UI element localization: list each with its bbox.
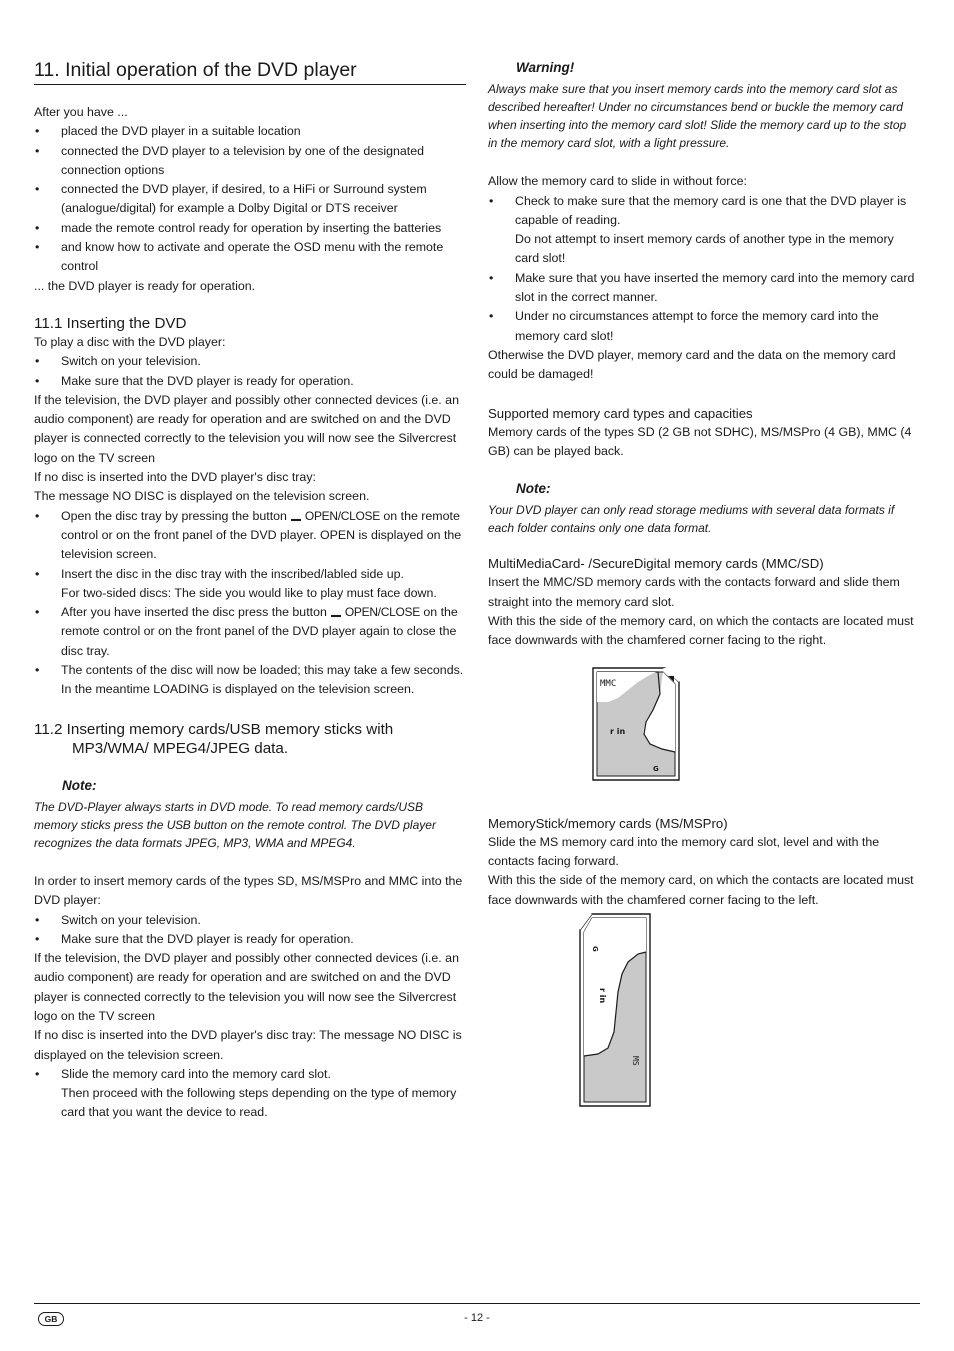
list-item: • The contents of the disc will now be loaded; this may take a few seconds. In the meantime LOADING is displayed on the television screen. bbox=[34, 661, 466, 700]
mmc-label: MMC bbox=[600, 678, 617, 689]
list-item: • Make sure that you have inserted the memory card into the memory card slot in the correct manner. bbox=[488, 269, 918, 308]
paragraph: Slide the MS memory card into the memory card slot, level and with the contacts facing forward. bbox=[488, 834, 880, 868]
list-item: • Check to make sure that the memory card is one that the DVD player is capable of reading. Do not attempt to insert memory cards of another type in the memory card slot! bbox=[488, 192, 918, 269]
eject-icon bbox=[331, 608, 341, 617]
mmc-card-figure bbox=[488, 654, 918, 814]
section-heading-inserting-dvd: 11.1 Inserting the DVD bbox=[34, 314, 187, 332]
paragraph: Allow the memory card to slide in without force: bbox=[488, 174, 747, 189]
right-column bbox=[488, 58, 918, 1112]
intro-list bbox=[34, 122, 466, 276]
insertion-list bbox=[488, 192, 918, 346]
no-disc-message: NO DISC bbox=[397, 1028, 450, 1043]
note-title: Note: bbox=[62, 777, 97, 793]
mmc-g-label: G bbox=[653, 764, 659, 773]
supported-cards-heading: Supported memory card types and capacities bbox=[488, 405, 753, 421]
language-badge: GB bbox=[38, 1312, 64, 1326]
intro-end: ... the DVD player is ready for operation. bbox=[34, 278, 256, 293]
list-item: • Open the disc tray by pressing the button OPEN/CLOSE on the remote control or on the front panel of the DVD player. OPEN is displayed on the television screen. bbox=[34, 507, 466, 565]
mmc-sd-heading: MultiMediaCard- /SecureDigital memory cards (MMC/SD) bbox=[488, 556, 824, 572]
paragraph: The message NO DISC is displayed on the television screen. bbox=[34, 489, 370, 504]
open-message: OPEN bbox=[319, 527, 356, 542]
warning-text: Always make sure that you insert memory cards into the memory card slot as described hereafter! Under no circumstances bend or buckle the memory card when inserting into the memory card slot! Slide the memory card up to the stop in the memory card slot, with a light pressure. bbox=[488, 82, 907, 151]
note-text: Your DVD player can only read storage mediums with several data formats if each folder contains only one data format. bbox=[488, 503, 895, 536]
card-prep-list bbox=[34, 911, 466, 950]
paragraph: Memory cards of the types SD (2 GB not SDHC), MS/MSPro (4 GB), MMC (4 GB) can be played back. bbox=[488, 424, 912, 458]
paragraph: Otherwise the DVD player, memory card and the data on the memory card could be damaged! bbox=[488, 347, 896, 382]
note-title: Note: bbox=[516, 481, 551, 497]
card-steps-list bbox=[34, 1065, 466, 1123]
list-item: • Slide the memory card into the memory card slot. Then proceed with the following steps depending on the type of memory card that you want the device to read. bbox=[34, 1065, 466, 1123]
list-item: • Switch on your television. bbox=[34, 352, 466, 371]
open-close-key: OPEN/CLOSE bbox=[304, 508, 380, 523]
paragraph: If the television, the DVD player and possibly other connected devices (i.e. an audio component) are ready for operation and are switched on and the DVD player is connected correctly to the television you will now see the Silvercrest logo on the TV screen bbox=[34, 392, 459, 465]
list-item: • and know how to activate and operate the OSD menu with the remote control bbox=[34, 238, 466, 277]
dvd-prep-list bbox=[34, 352, 466, 391]
list-item: • Make sure that the DVD player is ready for operation. bbox=[34, 372, 466, 391]
list-item: • Make sure that the DVD player is ready for operation. bbox=[34, 930, 466, 949]
open-close-key: OPEN/CLOSE bbox=[344, 605, 420, 620]
ms-card-figure bbox=[488, 912, 918, 1112]
list-item: • connected the DVD player, if desired, to a HiFi or Surround system (analogue/digital) for example a Dolby Digital or DTS receiver bbox=[34, 180, 466, 219]
usb-key: USB bbox=[166, 817, 191, 832]
paragraph: In order to insert memory cards of the types SD, MS/MSPro and MMC into the DVD player: bbox=[34, 873, 463, 908]
list-item: • connected the DVD player to a television by one of the designated connection options bbox=[34, 142, 466, 181]
list-item: • made the remote control ready for operation by inserting the batteries bbox=[34, 219, 466, 238]
list-item: • Insert the disc in the disc tray with the inscribed/labled side up. For two-sided discs: The side you would like to play must face down. bbox=[34, 565, 466, 604]
section-heading-memory-cards: 11.2 Inserting memory cards/USB memory sticks with MP3/WMA/ MPEG4/JPEG data. bbox=[34, 720, 394, 757]
list-item: • After you have inserted the disc press the button OPEN/CLOSE on the remote control or on the front panel of the DVD player again to close the disc tray. bbox=[34, 603, 466, 661]
page-number: - 12 - bbox=[464, 1312, 490, 1324]
paragraph: If the television, the DVD player and possibly other connected devices (i.e. an audio component) are ready for operation and are switched on and the DVD player is connected correctly to the television you will now see the Silvercrest logo on the TV screen bbox=[34, 951, 459, 1023]
intro-text: After you have ... bbox=[34, 105, 128, 119]
ms-card-illustration bbox=[488, 912, 918, 1112]
mmc-mid-label: r in bbox=[610, 726, 626, 736]
warning-title: Warning! bbox=[516, 60, 575, 75]
paragraph: If no disc is inserted into the DVD player's disc tray: bbox=[34, 470, 316, 485]
eject-icon bbox=[291, 512, 301, 521]
paragraph: With this the side of the memory card, on which the contacts are located must face downwards with the chamfered corner facing to the left. bbox=[488, 873, 914, 907]
ms-g-label: G bbox=[591, 945, 599, 952]
note-text: The DVD-Player always starts in DVD mode. To read memory cards/USB memory sticks press the USB button on the remote control. The DVD player recognizes the data formats JPEG, MP3, WMA and MPEG4. bbox=[34, 799, 436, 850]
paragraph: Insert the MMC/SD memory cards with the contacts forward and slide them straight into the memory card slot. bbox=[488, 575, 900, 609]
list-item: • placed the DVD player in a suitable location bbox=[34, 122, 466, 141]
mmc-card-illustration bbox=[488, 654, 918, 814]
ms-mid-label: r in bbox=[598, 987, 607, 1003]
list-item: • Under no circumstances attempt to force the memory card into the memory card slot! bbox=[488, 307, 918, 346]
page-title: 11. Initial operation of the DVD player bbox=[34, 58, 466, 85]
memorystick-heading: MemoryStick/memory cards (MS/MSPro) bbox=[488, 815, 728, 831]
dvd-steps-list bbox=[34, 507, 466, 700]
paragraph: With this the side of the memory card, on which the contacts are located must face downwards with the chamfered corner facing to the right. bbox=[488, 614, 914, 648]
list-item: • Switch on your television. bbox=[34, 911, 466, 930]
paragraph: If no disc is inserted into the DVD player's disc tray: The message NO DISC is displayed on the television screen. bbox=[34, 1028, 462, 1062]
ms-label: MS bbox=[631, 1055, 640, 1066]
loading-message: LOADING bbox=[153, 682, 210, 697]
paragraph: To play a disc with the DVD player: bbox=[34, 334, 226, 349]
left-column bbox=[34, 58, 466, 1123]
footer-divider bbox=[34, 1303, 920, 1304]
no-disc-message: NO DISC bbox=[112, 489, 165, 504]
